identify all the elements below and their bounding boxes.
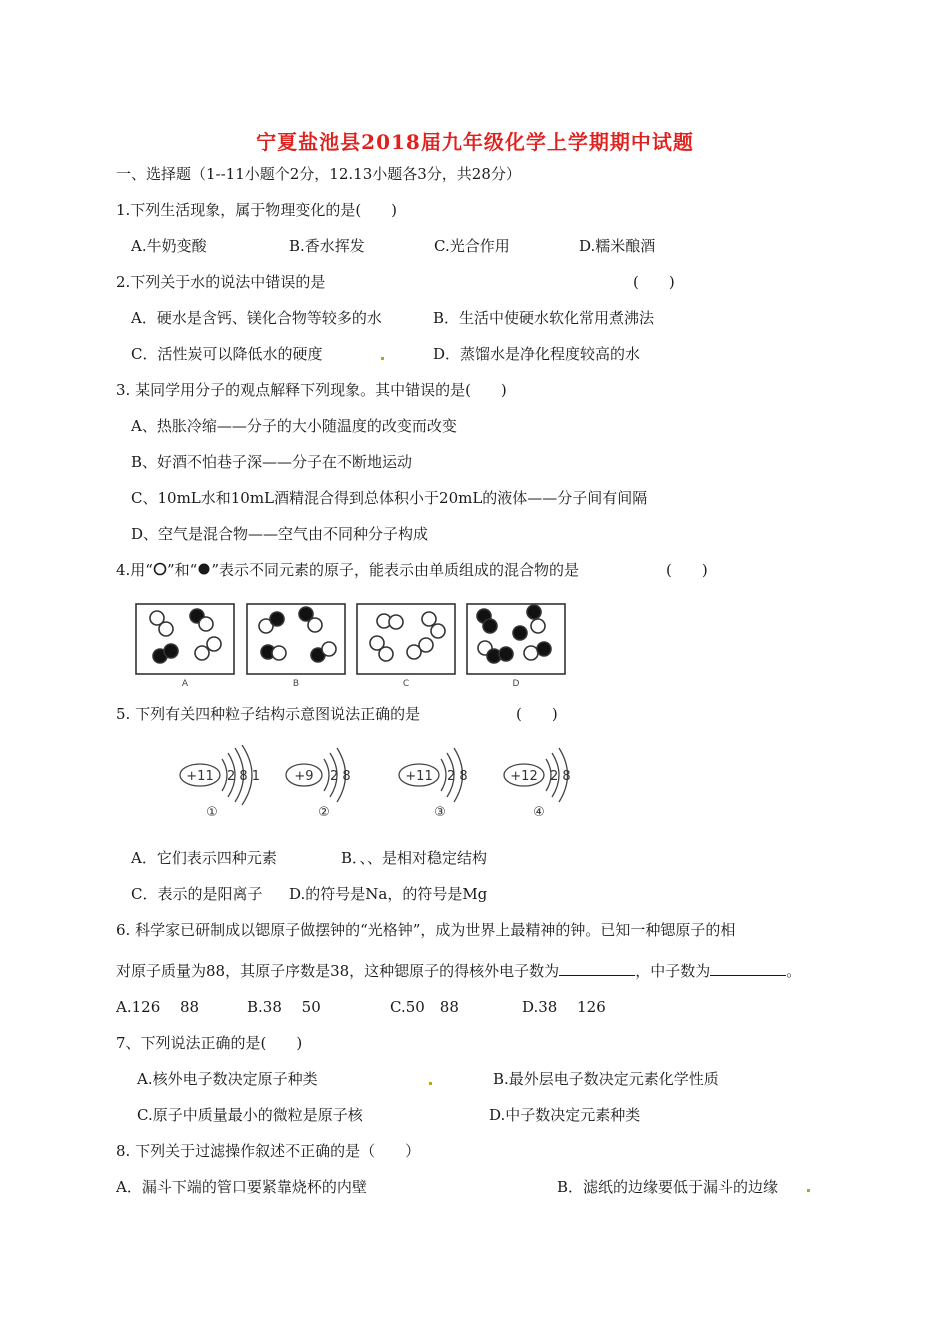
q6-option-a: A.126 88 <box>116 998 200 1016</box>
q8-stem: 8. 下列关于过滤操作叙述不正确的是（ ） <box>116 1142 421 1160</box>
q3-option-d: D、空气是混合物——空气由不同种分子构成 <box>131 525 429 543</box>
stray-dot <box>429 1082 432 1085</box>
box-d-label: D <box>512 679 520 689</box>
q7-option-a: A.核外电子数决定原子种类 <box>137 1070 318 1088</box>
shells-1: 2 8 1 <box>227 769 261 784</box>
neutron-count-blank[interactable] <box>710 961 786 976</box>
q2-option-b: B．生活中使硬水软化常用煮沸法 <box>433 309 655 327</box>
q1-option-d: D.糯米酿酒 <box>579 237 656 255</box>
box-b <box>247 604 345 674</box>
box-b-label: B <box>292 679 300 689</box>
nucleus-1: +11 <box>186 769 214 784</box>
q5-option-c: C．表示的是阳离子 <box>131 885 263 903</box>
q1-option-a: A.牛奶变酸 <box>131 237 207 255</box>
q4-answer-paren: ( ) <box>666 561 708 579</box>
q6-stem-line2: 对原子质量为88，其原子序数是38，这种锶原子的得核外电子数为 ，中子数为 。 <box>116 962 802 980</box>
q4-stem: 4.用“ ”和“ ”表示不同元素的原子，能表示由单质组成的混合物的是 <box>116 561 579 579</box>
diagram-label-2: ② <box>318 805 330 820</box>
q8-option-b: B．滤纸的边缘要低于漏斗的边缘 <box>557 1178 779 1196</box>
shells-2: 2 8 <box>330 769 351 784</box>
diagram-label-4: ④ <box>533 805 545 820</box>
q7-stem: 7、下列说法正确的是( ) <box>116 1034 303 1052</box>
box-a-label: A <box>181 679 189 689</box>
section-heading: 一、选择题（1--11小题个2分，12.13小题各3分，共28分） <box>116 165 521 183</box>
q2-option-d: D．蒸馏水是净化程度较高的水 <box>433 345 641 363</box>
q7-option-c: C.原子中质量最小的微粒是原子核 <box>137 1106 363 1124</box>
q6-option-b: B.38 50 <box>247 998 321 1016</box>
q5-option-d: D.的符号是Na，的符号是Mg <box>289 885 488 903</box>
q5-option-b: B．、、是相对稳定结构 <box>341 849 488 867</box>
q2-option-c: C．活性炭可以降低水的硬度 <box>131 345 323 363</box>
stray-dot <box>807 1189 810 1192</box>
q2-stem: 2.下列关于水的说法中错误的是 <box>116 273 326 291</box>
q7-option-d: D.中子数决定元素种类 <box>489 1106 641 1124</box>
q5-answer-paren: ( ) <box>516 705 558 723</box>
diagram-label-1: ① <box>206 805 218 820</box>
q1-option-b: B.香水挥发 <box>289 237 365 255</box>
q6-option-d: D.38 126 <box>522 998 606 1016</box>
q1-stem: 1.下列生活现象，属于物理变化的是( ) <box>116 201 398 219</box>
q6-stem-line1: 6. 科学家已研制成以锶原子做摆钟的“光格钟”，成为世界上最精神的钟。已知一种锶原子的相 <box>116 921 736 939</box>
q5-stem: 5. 下列有关四种粒子结构示意图说法正确的是 <box>116 705 421 723</box>
q2-answer-paren: ( ) <box>633 273 675 291</box>
q3-option-c: C、10mL水和10mL酒精混合得到总体积小于20mL的液体——分子间有间隔 <box>131 489 648 507</box>
diagram-label-3: ③ <box>434 805 446 820</box>
q7-option-b: B.最外层电子数决定元素化学性质 <box>493 1070 719 1088</box>
electron-count-blank[interactable] <box>559 961 635 976</box>
q1-option-c: C.光合作用 <box>434 237 510 255</box>
q3-stem: 3. 某同学用分子的观点解释下列现象。其中错误的是( ) <box>116 381 507 399</box>
q5-atom-structure-diagrams <box>172 745 592 825</box>
exam-title: 宁夏盐池县2018届九年级化学上学期期中试题 <box>256 130 694 154</box>
nucleus-4: +12 <box>510 769 538 784</box>
nucleus-2: +9 <box>294 769 314 784</box>
shells-3: 2 8 <box>447 769 468 784</box>
stray-dot <box>381 357 384 360</box>
q3-option-b: B、好酒不怕巷子深——分子在不断地运动 <box>131 453 413 471</box>
q8-option-a: A．漏斗下端的管口要紧靠烧杯的内壁 <box>116 1178 367 1196</box>
nucleus-3: +11 <box>405 769 433 784</box>
q2-option-a: A．硬水是含钙、镁化合物等较多的水 <box>131 309 382 327</box>
q6-option-c: C.50 88 <box>390 998 459 1016</box>
box-c-label: C <box>402 679 410 689</box>
q4-particle-diagrams <box>130 598 570 690</box>
shells-4: 2 8 <box>550 769 571 784</box>
filled-circle-icon <box>197 562 211 576</box>
open-circle-icon <box>153 562 167 576</box>
q3-option-a: A、热胀冷缩——分子的大小随温度的改变而改变 <box>131 417 457 435</box>
q5-option-a: A．它们表示四种元素 <box>131 849 277 867</box>
